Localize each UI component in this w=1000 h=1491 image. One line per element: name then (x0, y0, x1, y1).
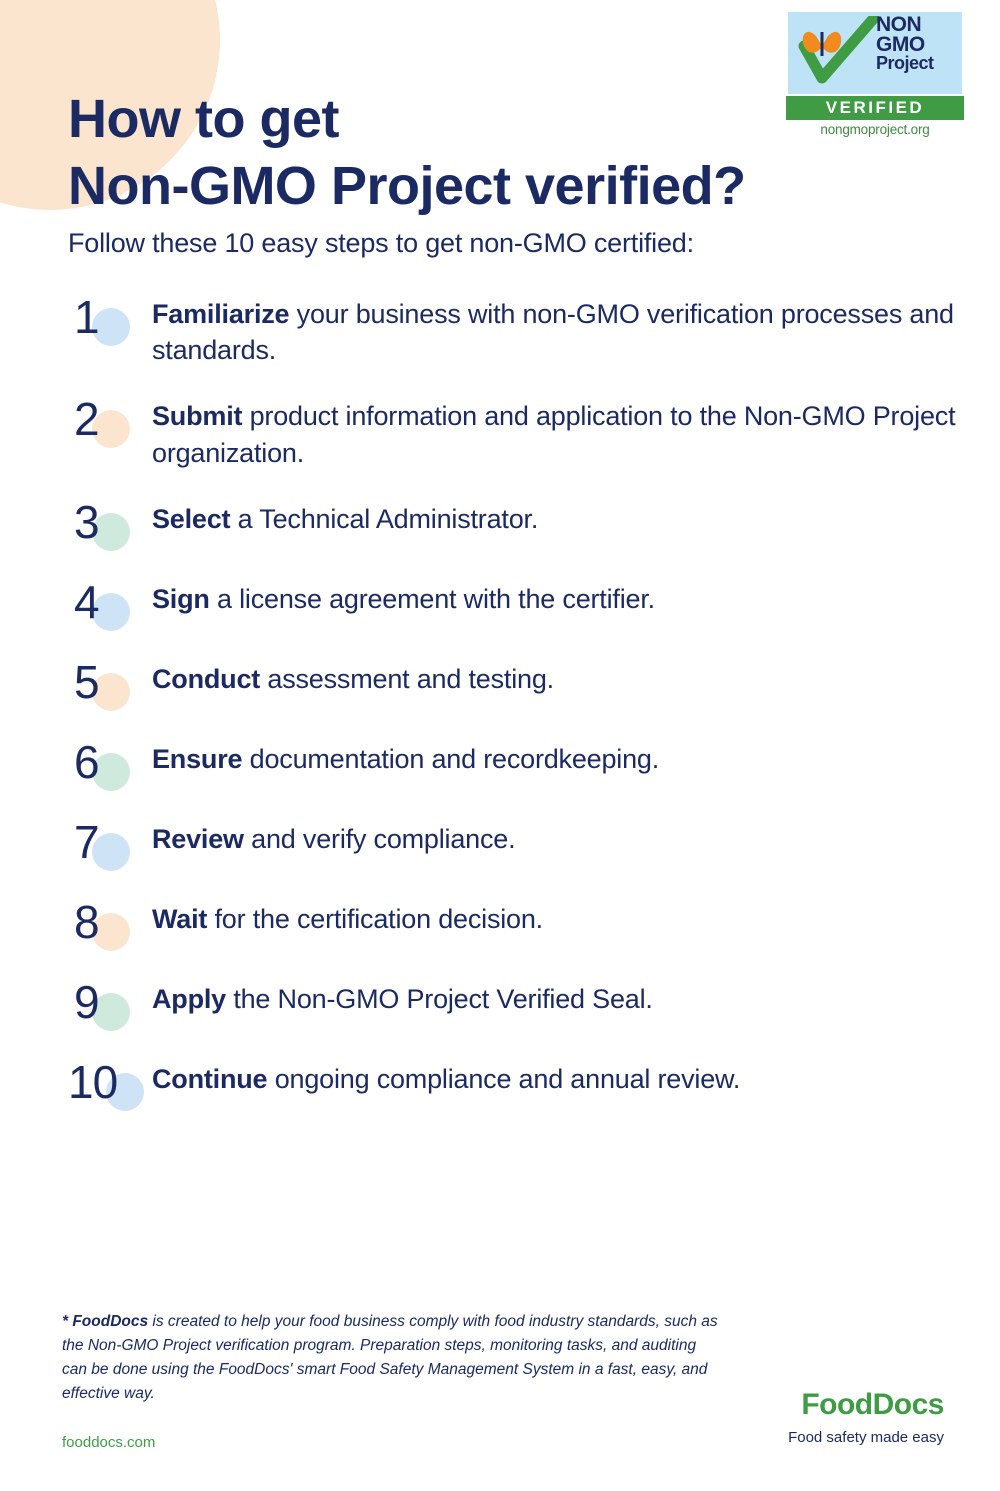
step-number: 7 (74, 815, 99, 868)
step-text (152, 657, 968, 697)
seal-top-panel (786, 10, 964, 96)
step-body: documentation and recordkeeping. (242, 743, 660, 774)
step-number-wrap (68, 655, 152, 708)
step-body: the Non-GMO Project Verified Seal. (226, 983, 653, 1014)
step-number: 8 (74, 895, 99, 948)
step-keyword: Wait (152, 903, 208, 934)
step-body: for the certification decision. (207, 903, 543, 934)
step-text (152, 497, 968, 537)
step-body: product information and application to the Non-GMO Project organization. (152, 401, 956, 468)
step-text (152, 292, 968, 368)
seal-word-project: Project (876, 52, 934, 73)
step-body: a license agreement with the certifier. (209, 583, 655, 614)
step-keyword: Apply (152, 983, 227, 1014)
title-line-2: Non-GMO Project verified? (68, 156, 746, 217)
step-text (152, 1057, 968, 1097)
seal-word-gmo: GMO (876, 32, 925, 56)
steps-list (68, 292, 968, 1137)
list-item (68, 977, 968, 1031)
brand-logo (788, 1390, 944, 1446)
step-body: and verify compliance. (243, 823, 516, 854)
step-text (152, 817, 968, 857)
step-number: 4 (74, 575, 99, 628)
list-item (68, 394, 968, 470)
step-text (152, 394, 968, 470)
list-item (68, 817, 968, 871)
list-item (68, 657, 968, 711)
seal-verified-banner: VERIFIED (786, 96, 964, 120)
step-number-wrap (68, 975, 152, 1028)
footnote-text: is created to help your food business comply with food industry standards, such as the Non-GMO Project verification program. Preparation steps, monitoring tasks, and auditing can be done using the FoodDocs' smart Food Safety Management System in a fast, easy, and effective way. (62, 1313, 718, 1403)
list-item (68, 1057, 968, 1111)
step-keyword: Continue (152, 1063, 268, 1094)
list-item (68, 737, 968, 791)
step-number: 1 (74, 291, 99, 343)
step-keyword: Ensure (152, 743, 243, 774)
step-number: 9 (74, 975, 99, 1028)
step-number: 2 (74, 393, 99, 446)
seal-word-non: NON (876, 13, 922, 36)
step-keyword: Sign (152, 583, 210, 614)
step-keyword: Familiarize (152, 299, 290, 329)
step-text (152, 737, 968, 777)
step-number-wrap (68, 735, 152, 788)
seal-wordmark (876, 15, 956, 72)
step-number: 10 (68, 1055, 118, 1108)
step-text (152, 977, 968, 1017)
list-item (68, 497, 968, 551)
list-item (68, 292, 968, 368)
step-body: a Technical Administrator. (230, 503, 539, 534)
step-number: 3 (74, 495, 99, 548)
step-keyword: Submit (152, 401, 243, 432)
step-number: 6 (74, 735, 99, 788)
step-number-wrap (68, 495, 152, 548)
step-text (152, 577, 968, 617)
step-number-wrap (68, 393, 152, 446)
footnote-brand: * FoodDocs (62, 1313, 149, 1330)
seal-url: nongmoproject.org (820, 122, 930, 137)
title-line-1: How to get (68, 89, 339, 150)
list-item (68, 577, 968, 631)
step-number-wrap (68, 575, 152, 628)
footnote (62, 1310, 722, 1406)
brand-tagline: Food safety made easy (788, 1429, 944, 1446)
step-keyword: Select (152, 503, 231, 534)
brand-name: FoodDocs (801, 1388, 944, 1421)
checkmark-butterfly-icon (794, 16, 880, 94)
step-body: your business with non-GMO verification processes and standards. (152, 299, 954, 366)
step-number-wrap (68, 815, 152, 868)
step-text (152, 897, 968, 937)
step-number: 5 (74, 655, 99, 708)
step-number-wrap (68, 1055, 152, 1108)
step-body: ongoing compliance and annual review. (267, 1063, 741, 1094)
step-keyword: Conduct (152, 663, 261, 694)
step-keyword: Review (152, 823, 244, 854)
step-number-wrap (68, 895, 152, 948)
step-number-wrap (68, 291, 152, 343)
step-body: assessment and testing. (260, 663, 554, 694)
website-link[interactable]: fooddocs.com (62, 1434, 156, 1451)
non-gmo-verified-seal (786, 10, 964, 137)
subtitle: Follow these 10 easy steps to get non-GMO certified: (68, 228, 694, 258)
list-item (68, 897, 968, 951)
